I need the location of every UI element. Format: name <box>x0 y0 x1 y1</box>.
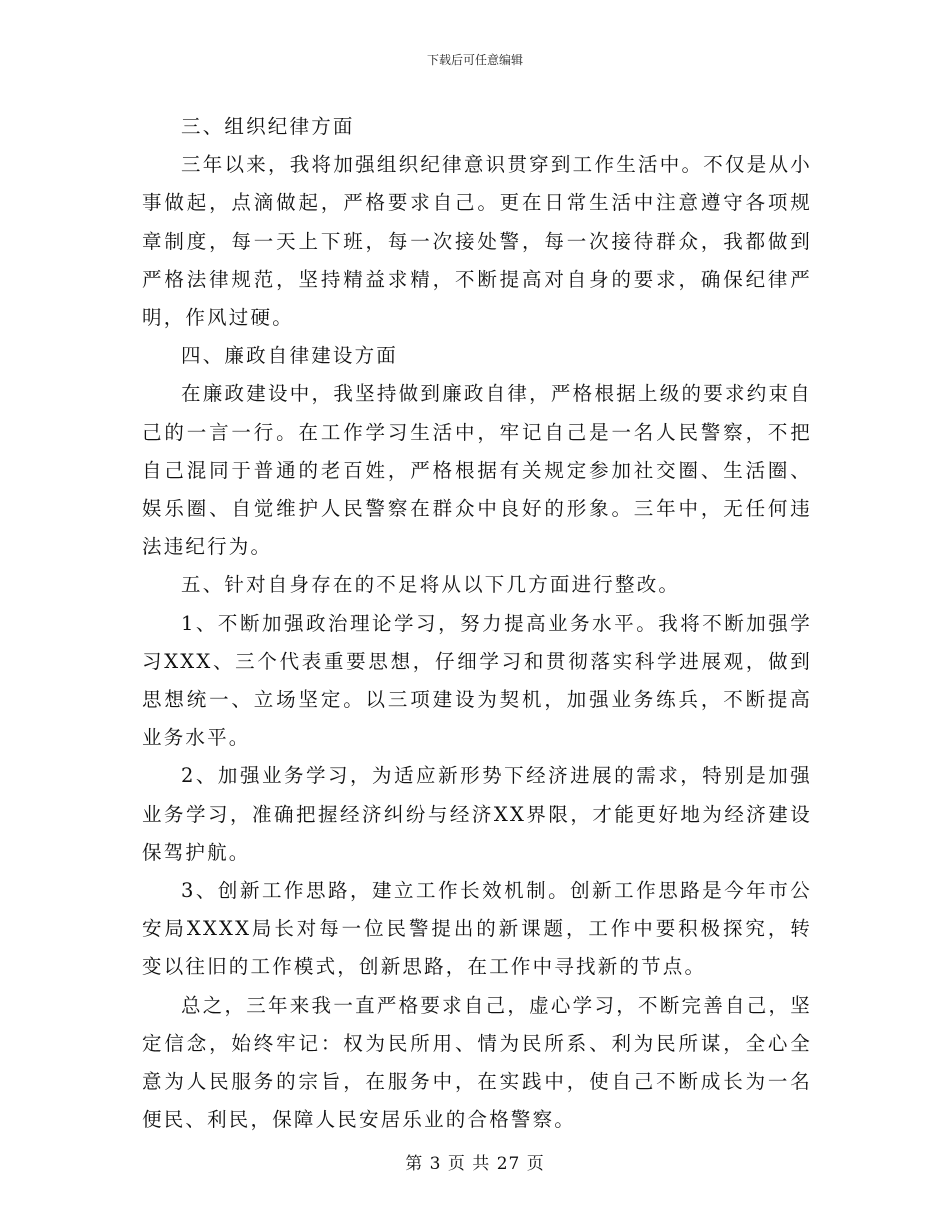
section-heading-integrity: 四、廉政自律建设方面 <box>181 344 399 368</box>
paragraph-summary: 总之，三年来我一直严格要求自己，虚心学习，不断完善自己，坚定信念，始终牢记：权为民所用、情为民所系、利为民所谋，全心全意为人民服务的宗旨，在服务中，在实践中，使自己不断成长为一名便民、利民，保障人民安居乐业的合格警察。 <box>142 993 812 1132</box>
page-number: 第 3 页 共 27 页 <box>405 1154 545 1174</box>
paragraph-item-3: 3、创新工作思路，建立工作长效机制。创新工作思路是今年市公安局XXXX局长对每一位民警提出的新课题，工作中要积极探究，转变以往旧的工作模式，创新思路，在工作中寻找新的节点。 <box>142 879 812 979</box>
header-note: 下载后可任意编辑 <box>426 53 523 67</box>
paragraph-item-2: 2、加强业务学习，为适应新形势下经济进展的需求，特别是加强业务学习，准确把握经济纠纷与经济XX界限，才能更好地为经济建设保驾护航。 <box>142 764 812 864</box>
document-body <box>142 108 812 1139</box>
section-heading-discipline: 三、组织纪律方面 <box>181 115 355 138</box>
paragraph-discipline: 三年以来，我将加强组织纪律意识贯穿到工作生活中。不仅是从小事做起，点滴做起，严格要求自己。更在日常生活中注意遵守各项规章制度，每一天上下班，每一次接处警，每一次接待群众，我都做到严格法律规范，坚持精益求精，不断提高对自身的要求，确保纪律严明，作风过硬。 <box>142 153 812 330</box>
paragraph-integrity: 在廉政建设中，我坚持做到廉政自律，严格根据上级的要求约束自己的一言一行。在工作学习生活中，牢记自己是一名人民警察，不把自己混同于普通的老百姓，严格根据有关规定参加社交圈、生活圈、娱乐圈、自觉维护人民警察在群众中良好的形象。三年中，无任何违法违纪行为。 <box>142 382 812 559</box>
paragraph-item-1: 1、不断加强政治理论学习，努力提高业务水平。我将不断加强学习XXX、三个代表重要思想，仔细学习和贯彻落实科学进展观，做到思想统一、立场坚定。以三项建设为契机，加强业务练兵，不断提高业务水平。 <box>142 611 812 750</box>
section-heading-rectification: 五、针对自身存在的不足将从以下几方面进行整改。 <box>181 573 681 597</box>
